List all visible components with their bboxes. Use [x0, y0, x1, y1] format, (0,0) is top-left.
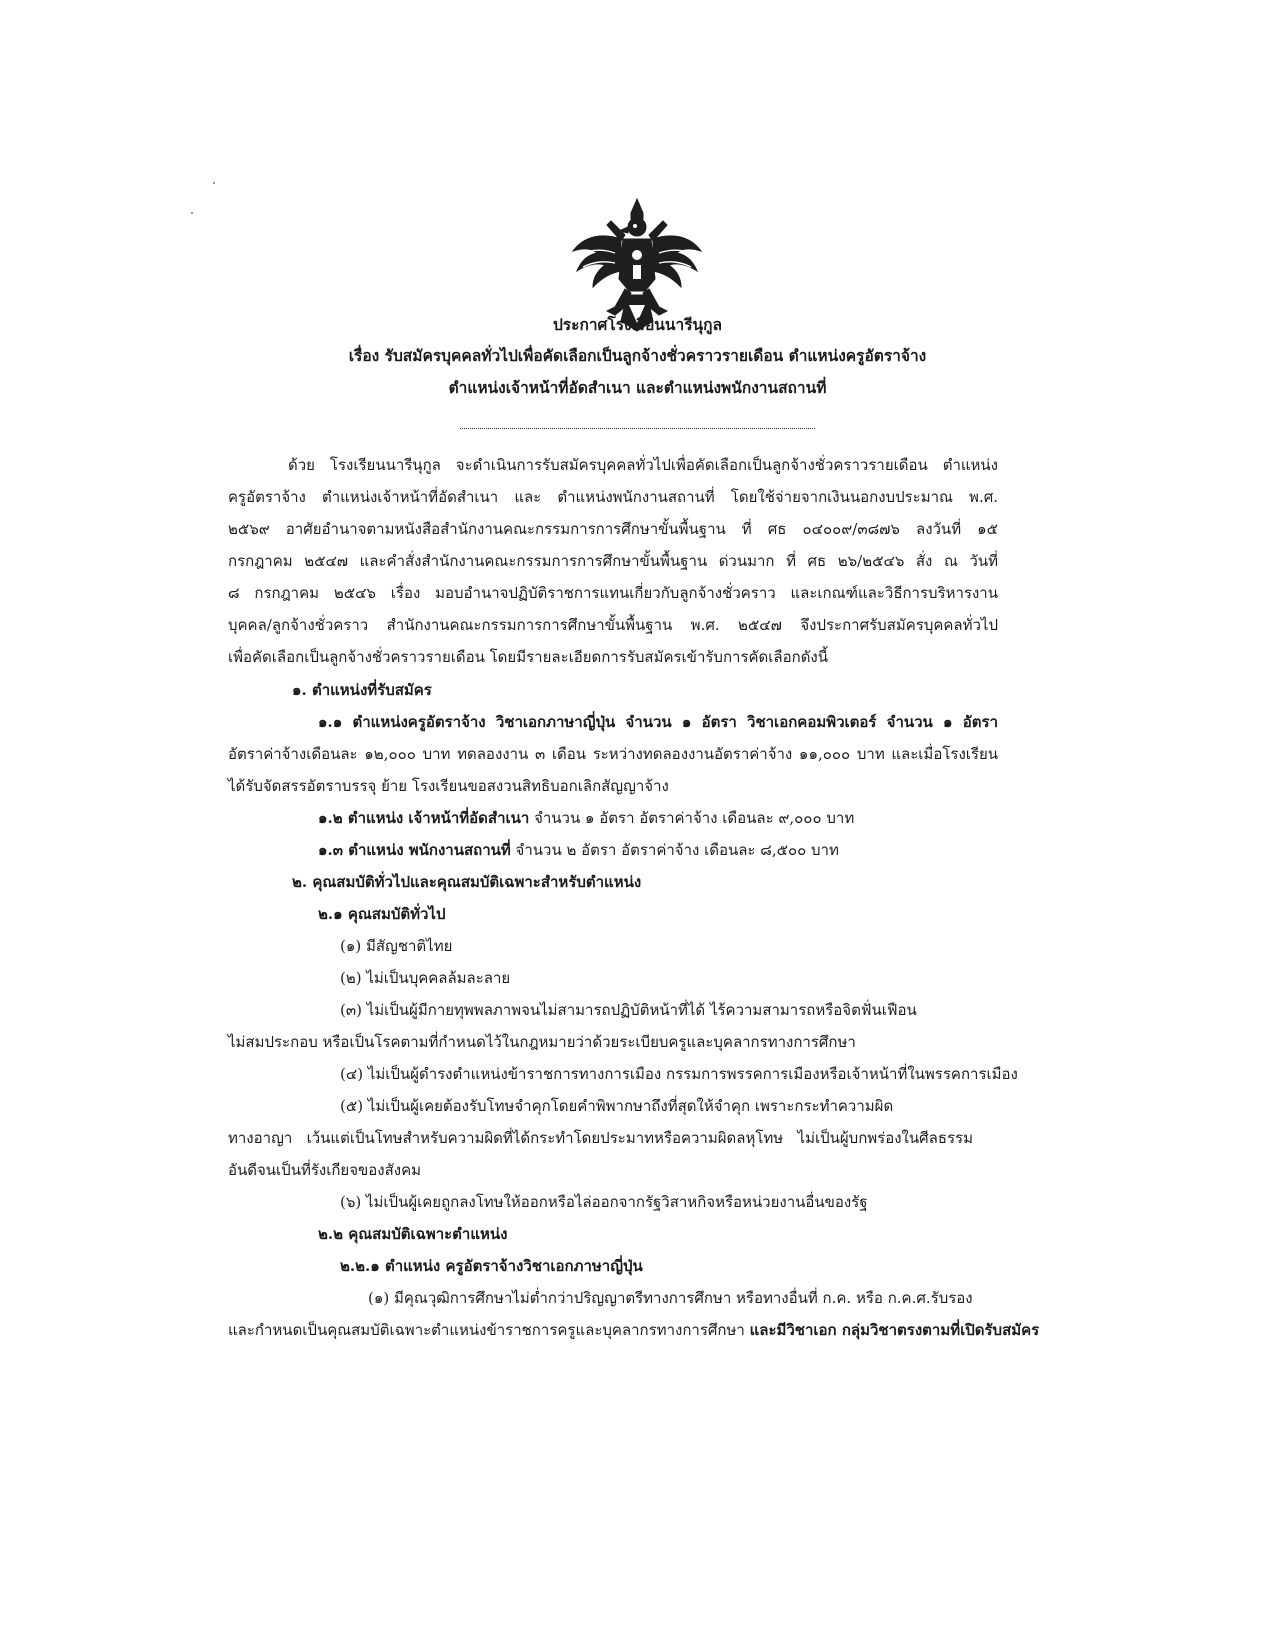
section-1-3-detail: จำนวน ๒ อัตรา อัตราค่าจ้าง เดือนละ ๘,๕๐๐ บาท — [510, 841, 839, 859]
qualification-5-line-1: (๕) ไม่เป็นผู้เคยต้องรับโทษจำคุกโดยคำพิพากษาถึงที่สุดให้จำคุก เพราะกระทำความผิด — [340, 1097, 894, 1115]
requirement-1-line-1: (๑) มีคุณวุฒิการศึกษาไม่ต่ำกว่าปริญญาตรีทางการศึกษา หรือทางอื่นที่ ก.ค. หรือ ก.ค.ศ.รับรอง — [368, 1289, 973, 1307]
requirement-1-bold-text: และมีวิชาเอก กลุ่มวิชาตรงตามที่เปิดรับสมัคร — [749, 1321, 1040, 1339]
requirement-1-normal-text: และกำหนดเป็นคุณสมบัติเฉพาะตำแหน่งข้าราชการครูและบุคลากรทางการศึกษา — [228, 1321, 750, 1339]
intro-line-5: ๘ กรกฎาคม ๒๕๔๖ เรื่อง มอบอำนาจปฏิบัติราชการแทนเกี่ยวกับลูกจ้างชั่วคราว และเกณฑ์และวิธีการบริหารงาน — [228, 584, 998, 602]
qualification-3-line-2: ไม่สมประกอบ หรือเป็นโรคตามที่กำหนดไว้ในกฎหมายว่าด้วยระเบียบครูและบุคลากรทางการศึกษา — [228, 1033, 856, 1051]
qualification-5-line-3: อันดีจนเป็นที่รังเกียจของสังคม — [228, 1161, 421, 1179]
requirement-1-line-2 — [228, 1320, 1039, 1340]
qualification-5-line-2: ทางอาญา เว้นแต่เป็นโทษสำหรับความผิดที่ได้กระทำโดยประมาทหรือความผิดลหุโทษ ไม่เป็นผู้บกพร่องในศีลธรรม — [228, 1129, 973, 1147]
intro-line-3: ๒๕๖๙ อาศัยอำนาจตามหนังสือสำนักงานคณะกรรมการการศึกษาขั้นพื้นฐาน ที่ ศธ ๐๔๐๐๙/๓๘๗๖ ลงวันที่ ๑๕ — [228, 520, 998, 538]
section-1-3-position: ๑.๓ ตำแหน่ง พนักงานสถานที่ — [318, 841, 511, 859]
section-2-1-title: ๒.๑ คุณสมบัติทั่วไป — [318, 905, 446, 923]
dotted-divider — [460, 428, 815, 429]
subject-line-2: ตำแหน่งเจ้าหน้าที่อัดสำเนา และตำแหน่งพนักงานสถานที่ — [448, 378, 827, 397]
section-1-3 — [318, 840, 839, 860]
section-1-2 — [318, 808, 854, 828]
qualification-3-line-1: (๓) ไม่เป็นผู้มีกายทุพพลภาพจนไม่สามารถปฏิบัติหน้าที่ได้ ไร้ความสามารถหรือจิตฟั่นเฟือน — [340, 1001, 917, 1019]
intro-line-4: กรกฎาคม ๒๕๔๗ และคำสั่งสำนักงานคณะกรรมการการศึกษาขั้นพื้นฐาน ด่วนมาก ที่ ศธ ๒๖/๒๕๔๖ สั่ง ณ วันที่ — [228, 552, 998, 570]
intro-line-6: บุคคล/ลูกจ้างชั่วคราว สำนักงานคณะกรรมการการศึกษาขั้นพื้นฐาน พ.ศ. ๒๕๔๗ จึงประกาศรับสมัครบุคคลทั่วไป — [228, 616, 998, 634]
scan-speck — [213, 182, 215, 184]
intro-line-7: เพื่อคัดเลือกเป็นลูกจ้างชั่วคราวรายเดือน โดยมีรายละเอียดการรับสมัครเข้ารับการคัดเลือกดังนี้ — [228, 648, 829, 666]
subject-line-1: เรื่อง รับสมัครบุคคลทั่วไปเพื่อคัดเลือกเป็นลูกจ้างชั่วคราวรายเดือน ตำแหน่งครูอัตราจ้าง — [348, 346, 927, 365]
section-2-2-1-title: ๒.๒.๑ ตำแหน่ง ครูอัตราจ้างวิชาเอกภาษาญี่ปุ่น — [340, 1257, 643, 1275]
intro-line-1: ด้วย โรงเรียนนารีนุกูล จะดำเนินการรับสมัครบุคคลทั่วไปเพื่อคัดเลือกเป็นลูกจ้างชั่วคราวรายเดือน ตำแหน่ง — [288, 456, 998, 474]
section-2-title: ๒. คุณสมบัติทั่วไปและคุณสมบัติเฉพาะสำหรับตำแหน่ง — [292, 873, 642, 891]
qualification-6: (๖) ไม่เป็นผู้เคยถูกลงโทษให้ออกหรือไล่ออกจากรัฐวิสาหกิจหรือหน่วยงานอื่นของรัฐ — [340, 1193, 868, 1211]
section-1-1-line-3: ได้รับจัดสรรอัตราบรรจุ ย้าย โรงเรียนขอสงวนสิทธิบอกเลิกสัญญาจ้าง — [228, 777, 669, 795]
section-2-2-title: ๒.๒ คุณสมบัติเฉพาะตำแหน่ง — [318, 1225, 508, 1243]
qualification-2: (๒) ไม่เป็นบุคคลล้มละลาย — [340, 969, 511, 987]
section-1-1-line-2: อัตราค่าจ้างเดือนละ ๑๒,๐๐๐ บาท ทดลองงาน ๓ เดือน ระหว่างทดลองงานอัตราค่าจ้าง ๑๑,๐๐๐ บาท และเมื่อโรงเรียน — [228, 745, 998, 763]
scan-speck — [191, 212, 193, 214]
section-1-title: ๑. ตำแหน่งที่รับสมัคร — [292, 681, 432, 699]
section-1-1: ๑.๑ ตำแหน่งครูอัตราจ้าง วิชาเอกภาษาญี่ปุ่น จำนวน ๑ อัตรา วิชาเอกคอมพิวเตอร์ จำนวน ๑ อัตรา — [318, 713, 998, 731]
intro-line-2: ครูอัตราจ้าง ตำแหน่งเจ้าหน้าที่อัดสำเนา และ ตำแหน่งพนักงานสถานที่ โดยใช้จ่ายจากเงินนอกงบประมาณ พ.ศ. — [228, 488, 998, 506]
qualification-1: (๑) มีสัญชาติไทย — [340, 937, 453, 955]
qualification-4: (๔) ไม่เป็นผู้ดำรงตำแหน่งข้าราชการทางการเมือง กรรมการพรรคการเมืองหรือเจ้าหน้าที่ในพรรคการเมือง — [340, 1065, 1018, 1083]
section-1-2-position: ๑.๒ ตำแหน่ง เจ้าหน้าที่อัดสำเนา — [318, 809, 530, 827]
section-1-2-detail: จำนวน ๑ อัตรา อัตราค่าจ้าง เดือนละ ๙,๐๐๐ บาท — [529, 809, 855, 827]
document-title: ประกาศโรงเรียนนารีนุกูล — [552, 315, 723, 334]
